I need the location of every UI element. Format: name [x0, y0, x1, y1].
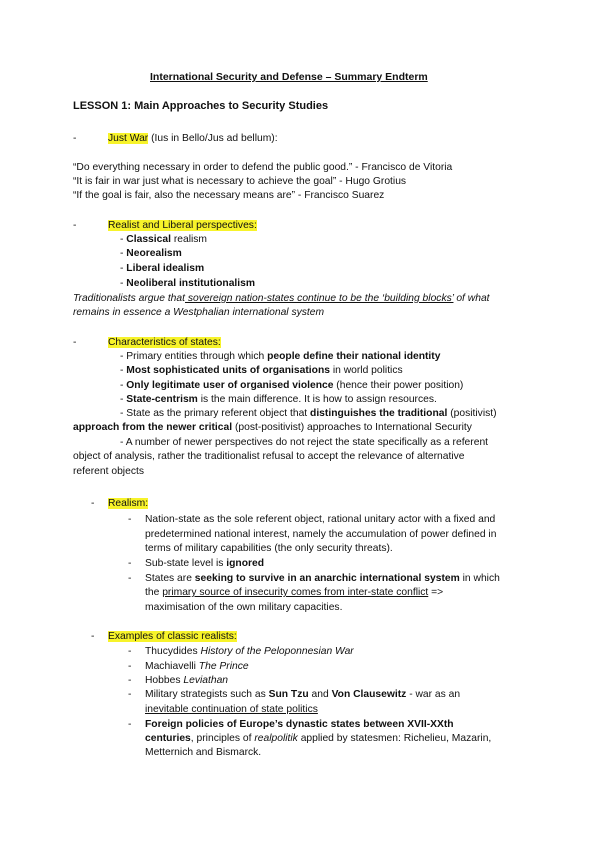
realism-item-line [145, 572, 500, 586]
classic-label: Examples of classic realists: [108, 631, 237, 642]
char-text: Primary entities through which [126, 351, 268, 362]
classic-item [145, 688, 460, 702]
char-bold: people define their national identity [267, 351, 441, 362]
realism-text: the [145, 587, 163, 598]
char-bold: distinguishes the traditional [310, 408, 448, 419]
realism-item-line: maximisation of the own military capacities. [145, 602, 343, 613]
document-title: International Security and Defense – Summary Endterm [150, 71, 428, 83]
char-text: (post-positivist) approaches to International Security [232, 422, 472, 433]
characteristic-continuation: referent objects [73, 466, 144, 477]
realism-item-line: predetermined national interest, namely the accumulation of power defined in [145, 529, 497, 540]
realism-text: in which [459, 573, 500, 584]
classic-item [145, 645, 354, 659]
quote-suarez: “If the goal is fair, also the necessary means are” - Francisco Suarez [73, 190, 385, 201]
classic-bold: Sun Tzu [268, 689, 309, 700]
classic-item-line [145, 703, 318, 717]
perspective-bold: Liberal idealism [126, 263, 205, 274]
characteristics-label: Characteristics of states: [108, 337, 221, 348]
char-bold: approach from the newer critical [73, 422, 233, 433]
char-text: A number of newer perspectives do not reject the state specifically as a referent [125, 437, 489, 448]
char-bold: Only legitimate user of organised violence [126, 380, 334, 391]
classic-item [145, 674, 228, 688]
realism-item-line: Nation-state as the sole referent object, rational unitary actor with a fixed and [145, 514, 496, 525]
just-war-label: Just War [108, 133, 149, 144]
traditionalists-note-line2: remains in essence a Westphalian international system [73, 307, 325, 318]
char-text: in world politics [329, 365, 403, 376]
classic-text: applied by statesmen: Richelieu, Mazarin, [297, 733, 492, 744]
classic-underlined: inevitable continuation of state politics [145, 704, 318, 715]
bullet-dash: - [128, 573, 132, 584]
bullet-dash: - [91, 631, 95, 642]
perspective-item: - Neorealism [120, 248, 182, 259]
quote-grotius: “It is fair in war just what is necessary to achieve the goal” - Hugo Grotius [73, 176, 407, 187]
characteristic-item: - State as the primary referent object that distinguishes the traditional (positivist) [120, 408, 497, 419]
perspectives-label: Realist and Liberal perspectives: [108, 220, 257, 231]
classic-text: , principles of [190, 733, 255, 744]
realism-item-line [145, 586, 443, 600]
classic-item [145, 718, 454, 732]
char-text: (hence their power position) [333, 380, 464, 391]
bullet-dash: - [73, 220, 77, 231]
classic-text: - war as an [406, 689, 461, 700]
bullet-dash: - [128, 719, 132, 730]
bullet-dash: - [128, 675, 132, 686]
classic-text: and [308, 689, 332, 700]
char-bold: Most sophisticated units of organisations [126, 365, 330, 376]
classic-italic: The Prince [198, 661, 249, 672]
quote-vitoria: “Do everything necessary in order to defend the public good.” - Francisco de Vitoria [73, 162, 453, 173]
perspective-bold: Neoliberal institutionalism [126, 278, 256, 289]
characteristic-item: - Only legitimate user of organised violence (hence their power position) [120, 380, 464, 391]
realism-heading [108, 497, 148, 511]
realism-text: Sub-state level is [145, 558, 227, 569]
char-text: is the main difference. It is how to assign resources. [197, 394, 437, 405]
just-war-item [108, 132, 278, 146]
realism-text: => [428, 587, 444, 598]
trad-text: Traditionalists argue that [73, 293, 185, 304]
perspective-rest: realism [170, 234, 207, 245]
trad-underlined: sovereign nation-states continue to be the ‘building blocks’ [185, 293, 454, 304]
bullet-dash: - [128, 514, 132, 525]
classic-item [145, 660, 249, 674]
classic-bold: Foreign policies of Europe’s dynastic states between XVII-XXth [145, 719, 454, 730]
bullet-dash: - [91, 498, 95, 509]
classic-italic: Leviathan [183, 675, 229, 686]
classic-item-line [145, 732, 491, 746]
trad-text: of what [453, 293, 490, 304]
realism-bold: ignored [226, 558, 265, 569]
char-text: State as the primary referent object that [126, 408, 311, 419]
classic-text: Military strategists such as [145, 689, 269, 700]
traditionalists-note [73, 292, 490, 306]
characteristic-item: - Most sophisticated units of organisations in world politics [120, 365, 403, 376]
realism-underlined: primary source of insecurity comes from inter-state conflict [162, 587, 429, 598]
perspective-item: - Neoliberal institutionalism [120, 278, 256, 289]
classic-italic: History of the Peloponnesian War [200, 646, 354, 657]
realism-text: States are [145, 573, 195, 584]
bullet-dash: - [128, 661, 132, 672]
bullet-dash: - [73, 337, 77, 348]
bullet-dash: - [128, 646, 132, 657]
characteristic-continuation: object of analysis, rather the traditionalist refusal to accept the relevance of alternative [73, 451, 465, 462]
classic-italic: realpolitik [254, 733, 298, 744]
characteristics-heading [108, 336, 221, 350]
perspective-item: - Liberal idealism [120, 263, 205, 274]
perspective-bold: Classical [126, 234, 171, 245]
bullet-dash: - [128, 558, 132, 569]
classic-heading [108, 630, 237, 644]
just-war-rest: (Ius in Bello/Jus ad bellum): [148, 133, 278, 144]
perspectives-heading [108, 219, 257, 233]
classic-bold: centuries [145, 733, 191, 744]
perspective-item: - Classical realism [120, 234, 207, 245]
realism-item-line: terms of military capabilities (the only security threats). [145, 543, 393, 554]
bullet-dash: - [128, 689, 132, 700]
realism-bold: seeking to survive in an anarchic international system [194, 573, 460, 584]
realism-item-line [145, 557, 264, 571]
classic-text: Machiavelli [145, 661, 199, 672]
bullet-dash: - [73, 133, 77, 144]
classic-text: Hobbes [145, 675, 184, 686]
characteristic-continuation [73, 421, 472, 435]
classic-text: Thucydides [145, 646, 201, 657]
characteristic-item: - State-centrism is the main difference. It is how to assign resources. [120, 394, 437, 405]
characteristic-item: - Primary entities through which people define their national identity [120, 351, 441, 362]
char-bold: State-centrism [126, 394, 198, 405]
realism-label: Realism: [108, 498, 149, 509]
char-text: (positivist) [447, 408, 497, 419]
lesson-heading: LESSON 1: Main Approaches to Security Studies [73, 100, 329, 112]
classic-bold: Von Clausewitz [331, 689, 407, 700]
characteristic-item: - A number of newer perspectives do not reject the state specifically as a referent [120, 437, 489, 448]
perspective-bold: Neorealism [126, 248, 182, 259]
classic-item-line: Metternich and Bismarck. [145, 747, 262, 758]
